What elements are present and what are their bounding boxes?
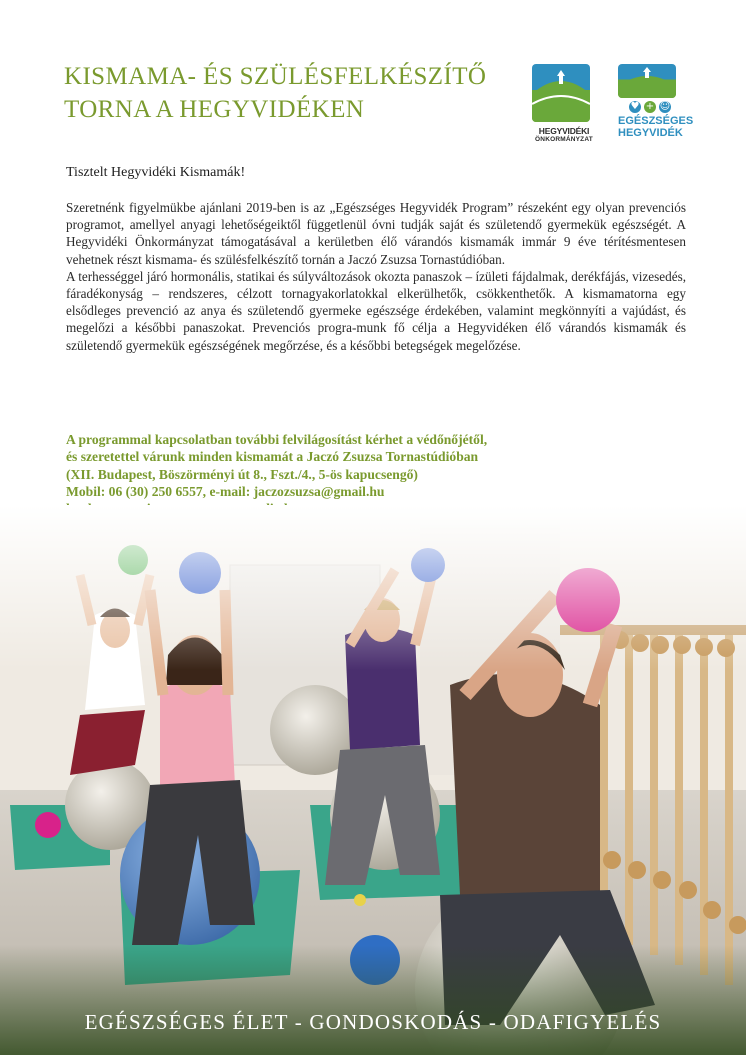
heart-icon: ♥ [630,101,640,112]
exercise-class-photo [0,505,746,1055]
logo-caption-line-1: EGÉSZSÉGES [618,115,694,127]
hegyvideki-onkormanyzat-logo [532,64,596,143]
contact-line: és szeretettel várunk minden kismamát a Jaczó Zsuzsa Tornastúdióban [66,449,479,465]
contact-line: A programmal kapcsolatban további felvilágosítást kérhet a védőnőjétől, [66,432,488,447]
page-title [64,60,524,126]
paragraph: Szeretnénk figyelmükbe ajánlani 2019-ben is az „Egészséges Hegyvidék Program” részeként egy olyan prevenciós programot, amellyel anyagi lehetőségeiktől függetlenül óvni tudják saját és születendő gyermekük egészségét. A Hegyvidéki Önkormányzat támogatásával a kerületben élő várandós kismamák immár 9 éve térítésmentesen vehetnek részt kismama- és szülésfelkészítő tornán a Jaczó Zsuzsa Tornastúdióban. [66,200,686,267]
health-icons [618,101,682,113]
title-line-1: KISMAMA- ÉS SZÜLÉSFELKÉSZÍTŐ [64,63,487,90]
hill-emblem-icon [532,64,590,122]
egeszseges-hegyvidek-logo [618,64,694,139]
body-text [66,199,686,354]
hill-emblem-icon [618,64,676,98]
contact-phone-email: Mobil: 06 (30) 250 6557, e-mail: jaczozsuzsa@gmail.hu [66,483,385,499]
logo-caption-line-2: HEGYVIDÉK [618,127,683,139]
cross-icon: + [645,101,655,112]
logo-caption-line-2: ÖNKORMÁNYZAT [535,136,593,143]
salutation: Tisztelt Hegyvidéki Kismamák! [66,165,246,180]
contact-address: (XII. Budapest, Böszörményi út 8., Fszt./4., 5-ös kapucsengő) [66,466,418,482]
logo-caption-line-1: HEGYVIDÉKI [538,126,590,136]
paragraph: A terhességgel járó hormonális, statikai és súlyváltozások okozta panaszok – ízületi fájdalmak, derékfájás, vizesedés, fáradékonyság – rendszeres, célzott tornagyakorlatokkal elkerülhetők, csökkenthetők. A kismamatorna egy elsődleges prevenció az anya és születendő gyermeke egészsége érdekében, valamint megkönnyíti a vajúdást, és megelőzi a későbbi panaszokat. Prevenciós progra-munk fő célja a Hegyvidéken élő várandós kismamák és születendő gyermekük egészségének megőrzése, és a későbbi betegségek megelőzése. [66,268,686,353]
person-icon: ☺ [659,101,671,112]
title-line-2: TORNA A HEGYVIDÉKEN [64,96,365,123]
footer-slogan: EGÉSZSÉGES ÉLET - GONDOSKODÁS - ODAFIGYELÉS [84,1010,662,1034]
